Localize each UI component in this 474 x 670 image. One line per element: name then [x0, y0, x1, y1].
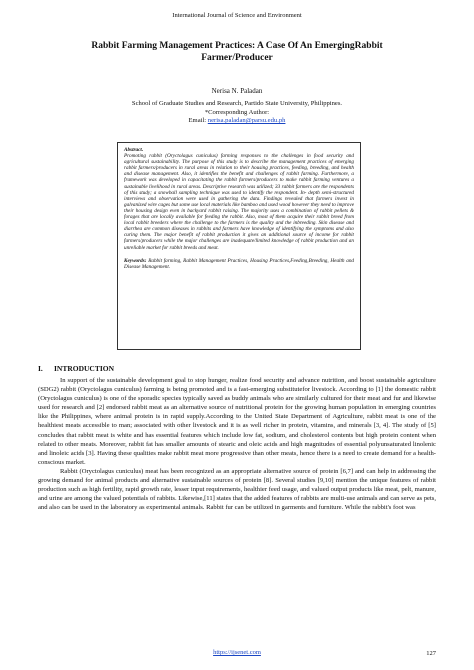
keywords	[124, 258, 354, 270]
keywords-text: Rabbit farming, Rabbit Management Practices, Housing Practices,Feeding,Breeding, Health and Disease Management.	[124, 257, 355, 270]
section-heading	[38, 364, 114, 373]
paragraph: Rabbit (Oryctolagus cuniculus) meat has been recognized as an appropriate alternative source of protein [6,7] and can help in addressing the growing demand for animal products and alternative sustainable sources of protein [8]. Several studies [9,10] mention the unique features of rabbit production such as high fertility, rapid growth rate, lesser input requirements, healthier feed usage, and valued output products like meat, pelt, manure, and urine are among the valued potentials of rabbits. Likewise,[11] states that the added features of rabbits are multi-use animals and can serve as pets, and also can be used in the laboratory as experimental animals. Rabbit fur can be utilized in garments and furniture. While the rabbit's foot was	[38, 467, 436, 512]
paper-title: Rabbit Farming Management Practices: A Case Of An EmergingRabbit Farmer/Producer	[91, 41, 383, 63]
abstract-text: Promoting rabbit (Oryctolagus cuniculus) farming responses to the challenges in food security and agricultural sustainability. The purpose of this study is to describe the management practices of emerging rabbit farmers/producers in rural areas in relation to their housing practices, feeding, breeding, and health and disease management. Also, it identifies the benefit and challenges of rabbit farming. Furthermore, a framework was developed in capacitating the rabbit farmers/producers to make rabbit farming ventures a sustainable livelihood in rural areas. Descriptive research was utilized; 33 rabbit farmers are the respondents of this study; a snowball sampling technique was used to identify the respondent. In- depth semi-structured interviews and observation were used in gathering the data. Findings revealed that farmers invest in galvanized wire cages but some use local materials like bamboo and used wood however they need to improve their housing design even in backyard rabbit raising. The majority uses a combination of rabbit pellets & forages that are locally available for feeding the rabbit. Also, most of them acquire their rabbit breed from local rabbit breeders where the challenge to the farmers is the quality and the inbreeding. Skin disease and diarrhea are common diseases in rabbits and farmers have knowledge of identifying the symptoms and also curing them. The major benefit of rabbit production it gives an additional source of income for rabbit farmers/producers while the major challenges are inadequate/limited knowledge of rabbit production and an unreliable market for rabbit breeds and meat.	[124, 153, 354, 251]
journal-header: International Journal of Science and Environment	[172, 12, 302, 19]
email-label: Email:	[188, 117, 207, 125]
paragraph: In support of the sustainable development goal to stop hunger, realize food security and advance nutrition, and boost sustainable agriculture (SDG2) rabbit (Oryctolagus cuniculus) farming is being promoted and is a fast-emerging substitutefor livestock. According to [1] the domestic rabbit (Oryctolagus cuniculus) is one of the sporadic species typically saved as buddy animals who are similarly cultured for their meat and fur and likewise used for research and [2] endorsed rabbit meat as an alternative source of nutritional protein for the growing human population in emerging countries like the Philippines, where animal protein is in rapid supply.According to the United State Department of Agriculture, rabbit meat is one of the healthiest meats accessible to man; associated with other livestock and it is as well richer in protein, vitamins, and minerals [3, 4]. The study of [5] concludes that rabbit meat is white and has essential features which include low fat, sodium, and cholesterol contents but high protein content when related to other meats. Moreover, rabbit fat has smaller amounts of stearic and oleic acids and high magnitudes of essential polyunsaturated linolenic and linoleic acids [3]. Having these qualities make rabbit meat more progressive than other meats, hence there is a need to create demand for a health-conscious market.	[38, 377, 436, 466]
corresponding-author: *Corresponding Author:	[204, 108, 270, 116]
footer-url-link[interactable]: https://ijsenet.com	[213, 649, 261, 656]
author-name: Nerisa N. Paladan	[211, 87, 263, 95]
affiliation-block	[0, 100, 474, 126]
section-number: I.	[38, 364, 43, 373]
keywords-label: Keywords:	[124, 257, 147, 264]
email-line	[0, 117, 474, 126]
section-title: INTRODUCTION	[54, 364, 115, 373]
body-text	[38, 376, 436, 646]
page-number: 127	[426, 650, 436, 657]
email-link[interactable]: nerisa.paladan@parsu.edu.ph	[207, 117, 286, 125]
abstract-label: Abstract.	[124, 147, 144, 153]
abstract-box	[117, 142, 361, 350]
institution: School of Graduate Studies and Research, Partido State University, Philippines.	[131, 100, 343, 107]
